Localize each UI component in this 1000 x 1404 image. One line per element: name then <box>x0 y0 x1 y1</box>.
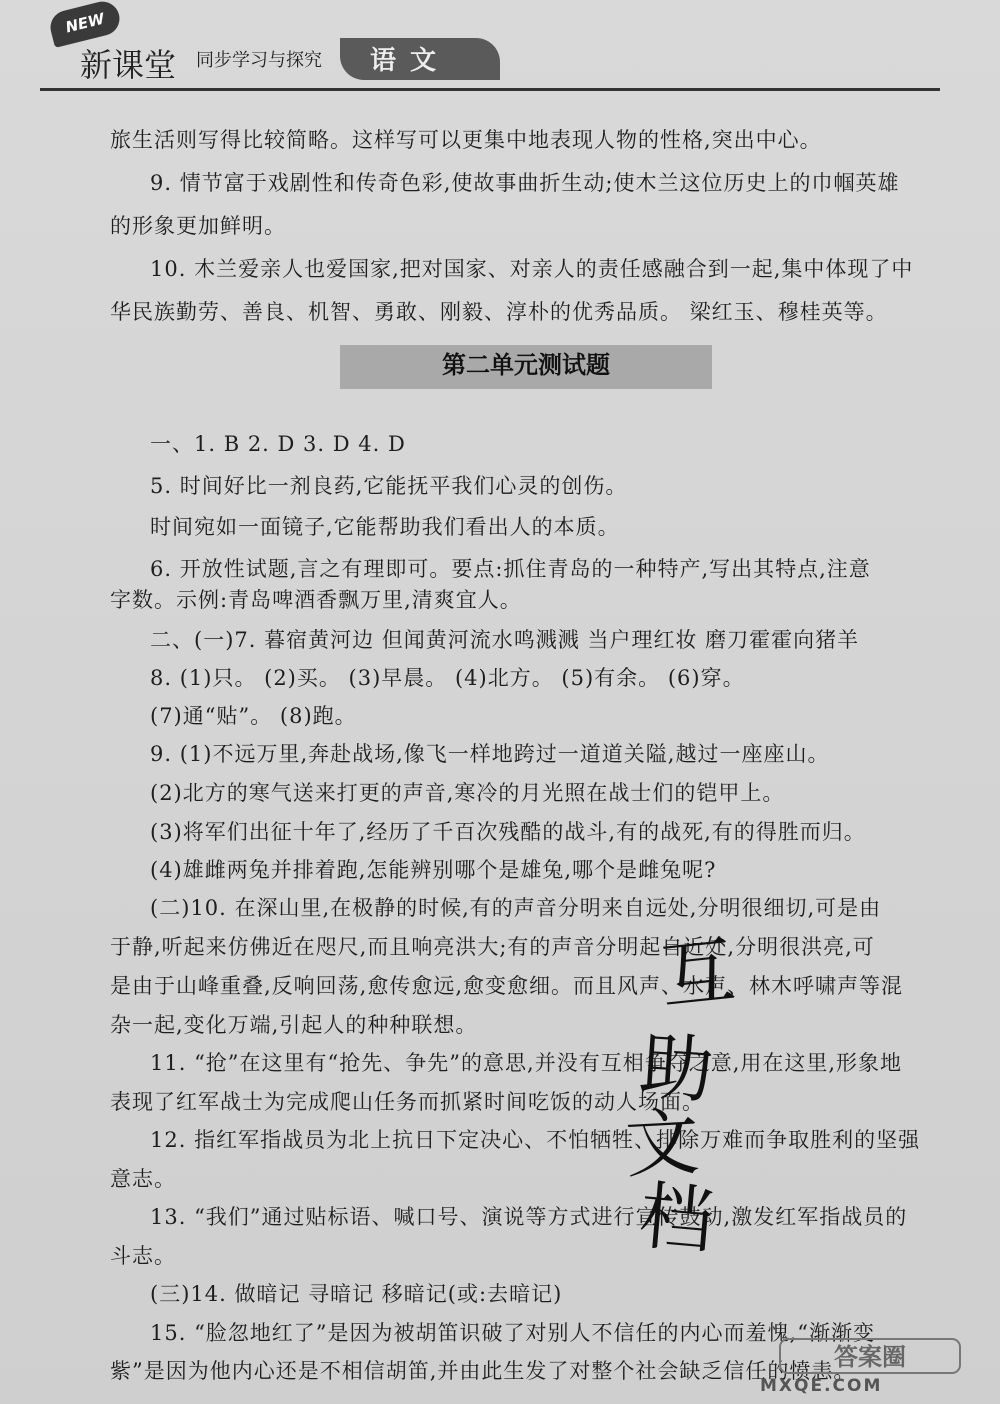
text-line: 于静,听起来仿佛近在咫尺,而且响亮洪大;有的声音分明起自近处,分明很洪亮,可 <box>110 935 875 959</box>
subject-label: 语文 <box>370 46 451 76</box>
text-line: 二、(一)7. 暮宿黄河边 但闻黄河流水鸣溅溅 当户理红妆 磨刀霍霍向猪羊 <box>150 628 860 652</box>
text-line: 一、1. B 2. D 3. D 4. D <box>150 432 406 456</box>
handwriting-char: 互 <box>656 927 739 1021</box>
text-line: 8. (1)只。 (2)买。 (3)早晨。 (4)北方。 (5)有余。 (6)穿。 <box>150 666 745 690</box>
text-line: 是由于山峰重叠,反响回荡,愈传愈远,愈变愈细。而且风声、水声、林木呼啸声等混 <box>110 974 904 998</box>
text-line: 5. 时间好比一剂良药,它能抚平我们心灵的创伤。 <box>150 474 628 498</box>
section-title: 第二单元测试题 <box>442 351 610 379</box>
handwriting-char: 助 <box>636 1023 717 1115</box>
brand-title: 新课堂 <box>80 46 177 84</box>
text-line: 6. 开放性试题,言之有理即可。要点:抓住青岛的一种特产,写出其特点,注意 <box>150 557 871 581</box>
watermark-logo-text: 答案圈 <box>834 1343 906 1371</box>
text-line: (2)北方的寒气送来打更的声音,寒冷的月光照在战士们的铠甲上。 <box>150 781 785 805</box>
new-badge: NEW <box>47 0 123 48</box>
page-header <box>40 0 960 110</box>
text-line: 9. 情节富于戏剧性和传奇色彩,使故事曲折生动;使木兰这位历史上的巾帼英雄 <box>150 171 900 195</box>
text-line: 15. “脸忽地红了”是因为被胡笛识破了对别人不信任的内心而羞愧,“渐渐变 <box>150 1321 875 1345</box>
header-rule <box>40 88 940 91</box>
text-line: 10. 木兰爱亲人也爱国家,把对国家、对亲人的责任感融合到一起,集中体现了中 <box>150 257 914 281</box>
brand-subtitle: 同步学习与探究 <box>196 50 322 71</box>
text-line: 13. “我们”通过贴标语、喊口号、演说等方式进行宣传鼓动,激发红军指战员的 <box>150 1205 908 1229</box>
text-line: 杂一起,变化万端,引起人的种种联想。 <box>110 1013 478 1037</box>
watermark-url: MXQE.COM <box>760 1376 883 1396</box>
text-line: 意志。 <box>110 1167 176 1191</box>
text-line: 12. 指红军指战员为北上抗日下定决心、不怕牺牲、排除万难而争取胜利的坚强 <box>150 1128 921 1152</box>
text-line: (7)通“贴”。 (8)跑。 <box>150 704 357 728</box>
text-line: 表现了红军战士为完成爬山任务而抓紧时间吃饭的动人场面。 <box>110 1090 704 1114</box>
text-line: 紫”是因为他内心还是不相信胡笛,并由此生发了对整个社会缺乏信任的愤恚。 <box>110 1359 856 1383</box>
handwriting-char: 文 <box>623 1099 702 1189</box>
text-line: (三)14. 做暗记 寻暗记 移暗记(或:去暗记) <box>150 1282 563 1306</box>
text-line: 时间宛如一面镜子,它能帮助我们看出人的本质。 <box>150 515 620 539</box>
text-line: 华民族勤劳、善良、机智、勇敢、刚毅、淳朴的优秀品质。 梁红玉、穆桂英等。 <box>110 300 888 324</box>
text-line: 9. (1)不远万里,奔赴战场,像飞一样地跨过一道道关隘,越过一座座山。 <box>150 742 830 766</box>
text-line: 斗志。 <box>110 1244 176 1268</box>
text-line: 字数。示例:青岛啤酒香飘万里,清爽宜人。 <box>110 588 522 612</box>
text-line: (4)雄雌两兔并排着跑,怎能辨别哪个是雄兔,哪个是雌兔呢? <box>150 858 717 882</box>
text-line: (二)10. 在深山里,在极静的时候,有的声音分明来自远处,分明很细切,可是由 <box>150 896 882 920</box>
text-line: (3)将军们出征十年了,经历了千百次残酷的战斗,有的战死,有的得胜而归。 <box>150 820 866 844</box>
text-line: 的形象更加鲜明。 <box>110 214 286 238</box>
handwriting-char: 档 <box>635 1172 718 1266</box>
text-line: 11. “抢”在这里有“抢先、争先”的意思,并没有互相争夺之意,用在这里,形象地 <box>150 1051 903 1075</box>
text-line: 旅生活则写得比较简略。这样写可以更集中地表现人物的性格,突出中心。 <box>110 128 822 152</box>
